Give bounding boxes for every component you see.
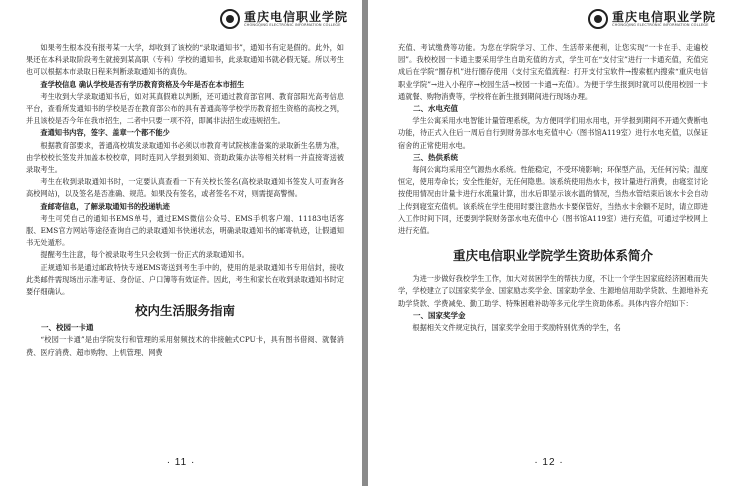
college-header [588, 4, 716, 34]
college-name-en: CHONGQING ELECTRONIC INFORMATION COLLEGE [611, 22, 709, 27]
page-number: · 12 · [534, 457, 564, 468]
paragraph: “校园一卡通”是由学院发行和管理的采用射频技术的非接触式CPU卡，具有图书借阅、就餐消费、医疗消费、超市购物、上机管理、网费 [26, 335, 344, 357]
chapter-title: 重庆电信职业学院学生资助体系简介 [452, 248, 653, 264]
college-name-cn: 重庆电信职业学院 [243, 9, 348, 24]
chapter-title: 校内生活服务指南 [134, 303, 235, 319]
paragraph: 如果考生根本没有报考某一大学，却收到了该校的“录取通知书”，通知书有定是假的。此外，如果还在本科录取阶段考生就接到某高职（专科）学校的通知书，此录取通知书就必假无疑。所以考生也可以根据本市录取日程来判断录取通知书的真伪。 [26, 43, 344, 77]
subsection-heading: 二、水电充值 [413, 104, 458, 114]
subsection-heading: 一、国家奖学金 [413, 310, 466, 320]
paragraph: 根据相关文件规定执行，国家奖学金用于奖励特别优秀的学生，名 [412, 323, 621, 333]
paragraph: 充值、考试缴费等功能。为您在学院学习、工作、生活带来便利，让您实现“一卡在手、走遍校园”。我校校园一卡通主要采用学生自助充值的方式，学生可在“支付宝”进行一卡通充值，充值完成后在学院“圈存机”进行圈存使用（支付宝充值流程：打开支付宝软件→搜索框内搜索“重庆电信职业学院”→进入小程序→校园生活→校园一卡通→充值）。为便于学生报到时就可以使用校园一卡通就餐、购物消费等，学校将在新生报到期间进行现场办理。 [398, 43, 708, 101]
subsection-heading: 一、校园一卡通 [41, 323, 94, 333]
college-logo-icon [588, 9, 608, 29]
left-page-content [26, 42, 344, 359]
page-number: · 11 · [166, 457, 196, 468]
college-logo-icon [220, 9, 240, 29]
paragraph: 考生收到大学录取通知书后，如对其真假难以判断，还可通过教育部官网、教育部阳光高考信息平台，查看所发通知书的学校是否在教育部公布的具有普通高等学校学历教育招生资格的高校之列，并且该校是否今年在我市招生，二者中只要一项不符，即属非法招生或违规招生。 [26, 91, 344, 126]
college-name-en: CHONGQING ELECTRONIC INFORMATION COLLEGE [243, 22, 341, 27]
right-page-content [398, 42, 708, 334]
subsection-heading: 三、热供系统 [413, 152, 458, 162]
college-logo-text [244, 11, 348, 28]
paragraph: 学生公寓采用水电智能计量管理系统，为方便同学们用水用电，开学报到期间不开通欠费断电功能，待正式入住后一周后自行到财务部水电充值中心（图书馆A119室）进行水电充值，以保证宿舍的正常使用水电。 [398, 116, 708, 150]
paragraph: 提醒考生注意，每个被录取考生只会收到一份正式的录取通知书。 [40, 250, 249, 260]
paragraph: 根据教育部要求，普通高校填发录取通知书必须以市教育考试院核准备案的录取新生名册为准，由学校校长签发并加盖本校校章，同时连同入学报到须知、资助政策办法等相关材料一并直接寄送被录取考生。 [26, 140, 344, 175]
college-name-cn: 重庆电信职业学院 [611, 9, 716, 24]
right-page [368, 0, 730, 486]
left-page [0, 0, 362, 486]
section-heading: 查邮寄信息，了解录取通知书的投递轨迹 [40, 201, 170, 211]
paragraph: 每间公寓均采用空气源热水系统。性能稳定，不受环境影响；环保型产品，无任何污染；温度恒定，使用寿命长；安全性能好，无任何隐患。该系统使用热水卡，按计量进行消费，由寝室讨论按使用情况由计量卡进行水流量计算，出水后即显示该水温的情况，当热水管结束后该水卡会自动上传到寝室充值机。该系统在学生使用时要注意热水卡要保管好，当热水卡余额不足时，请立即进入工作时间下同，还要到学院财务部水电充值中心（图书馆A119室）进行充值，可通过学校网上进行充值。 [398, 165, 708, 236]
paragraph: 考生可凭自己的通知书EMS单号，通过EMS微信公众号、EMS手机客户端、11183电话客服、EMS官方网站等途径查询自己的录取通知书快递状态，明确录取通知书的邮寄轨迹，让假通知书无处遁形。 [26, 213, 344, 248]
section-heading: 查通知书内容，签字、盖章一个都不能少 [40, 128, 170, 138]
college-header [220, 4, 348, 34]
section-heading: 查学校信息 确认学校是否有学历教育资格及今年是否在本市招生 [40, 79, 245, 89]
paragraph: 正规通知书是通过邮政特快专递EMS寄送到考生手中的，使用的是录取通知书专用信封，接收此类邮件需现场出示准考证、身份证、户口簿等有效证件。因此，考生和家长在收到录取通知书时定要仔细确认。 [26, 262, 344, 297]
paragraph: 为进一步做好我校学生工作，加大对贫困学生的帮扶力度，不让一个学生因家庭经济困难而失学，学校建立了以国家奖学金、国家励志奖学金、国家助学金、生源地信用助学贷款、生源地补充助学贷款、学费减免、勤工助学、特殊困难补助等多元化学生资助体系。具体内容介绍如下： [398, 274, 708, 308]
college-logo-text [612, 11, 716, 28]
paragraph: 考生在收到录取通知书时，一定要认真查看一下有关校长签名(高校录取通知书签发人可查询各高校网站)，以及签名是否准确、规范。如果没有签名，或者签名不对，则需提高警惕。 [26, 177, 344, 199]
